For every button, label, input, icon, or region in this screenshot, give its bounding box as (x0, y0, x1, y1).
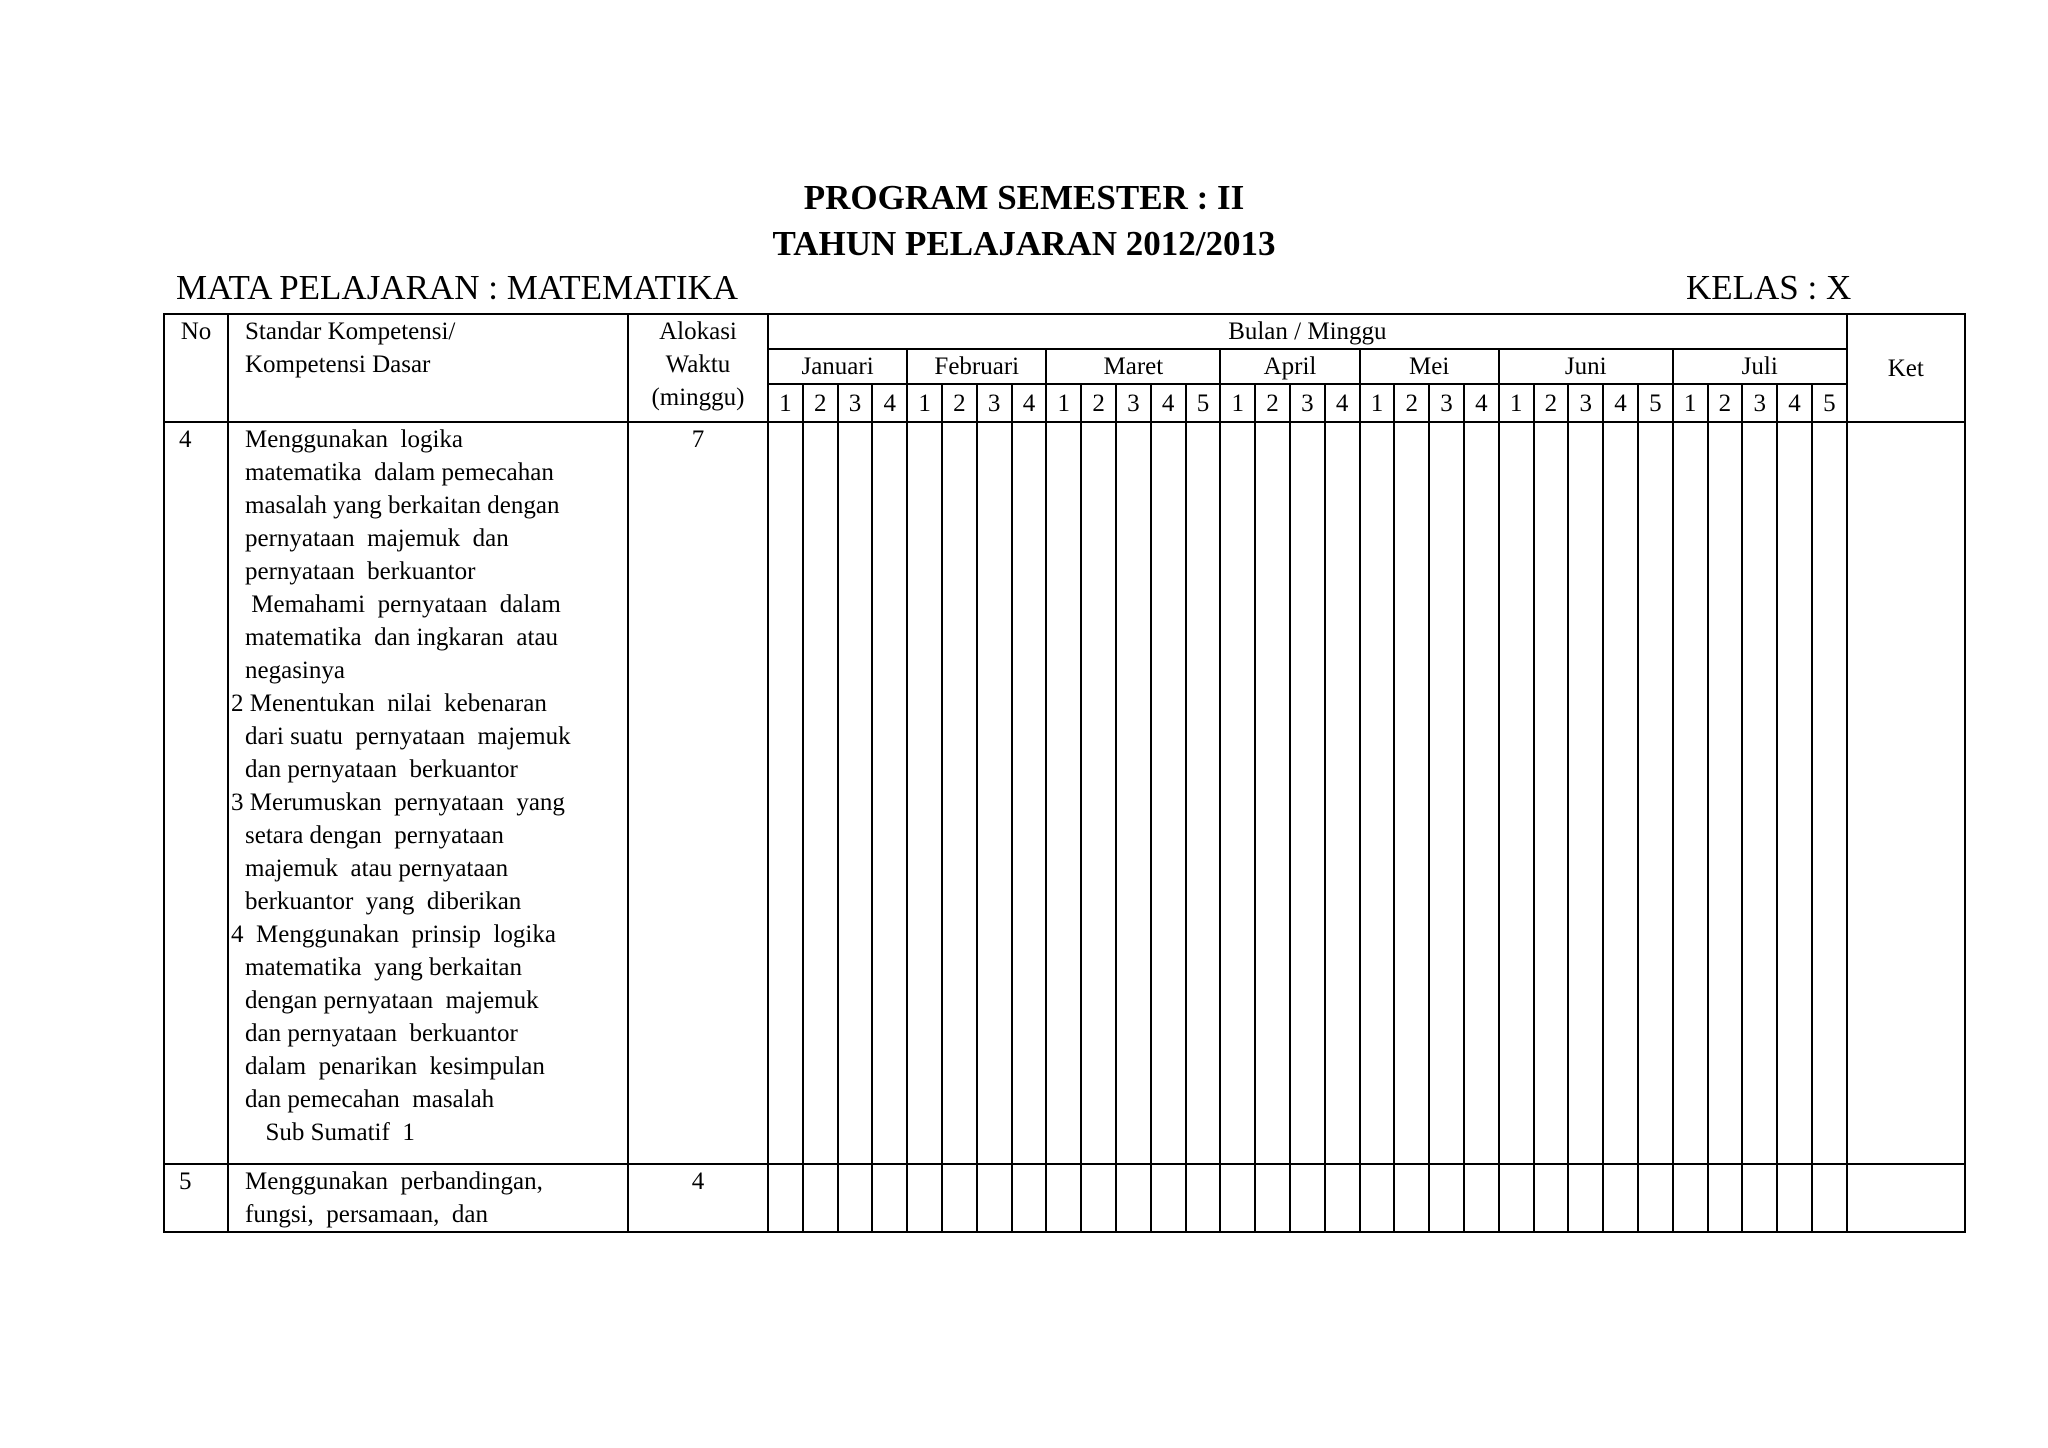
kompetensi-line: dan pernyataan berkuantor (245, 756, 518, 783)
week-cell (1360, 422, 1395, 1164)
kompetensi-line: dengan pernyataan majemuk (245, 987, 539, 1014)
week-cell (803, 422, 838, 1164)
kompetensi-line: 2 Menentukan nilai kebenaran (231, 690, 547, 717)
kompetensi-line: masalah yang berkaitan dengan (245, 492, 560, 519)
academic-year-title: TAHUN PELAJARAN 2012/2013 (772, 224, 1276, 263)
header-alokasi (628, 314, 768, 422)
semester-program-table (163, 313, 1966, 1233)
week-number: 4 (1603, 384, 1638, 422)
week-cell (1186, 1164, 1221, 1232)
week-number: 5 (1812, 384, 1847, 422)
ket-cell (1847, 1164, 1965, 1232)
kompetensi-line: pernyataan berkuantor (245, 558, 476, 585)
month-header-maret: Maret (1046, 349, 1220, 384)
week-cell (1812, 1164, 1847, 1232)
week-cell (1290, 422, 1325, 1164)
week-cell (1151, 422, 1186, 1164)
week-cell (1534, 1164, 1569, 1232)
week-cell (838, 1164, 873, 1232)
subject-label: MATA PELAJARAN : MATEMATIKA (176, 268, 739, 307)
header-alokasi-line2: Waktu (665, 351, 731, 378)
week-cell (872, 1164, 907, 1232)
week-cell (803, 1164, 838, 1232)
week-number: 4 (1777, 384, 1812, 422)
week-cell (1777, 422, 1812, 1164)
kompetensi-line: matematika dalam pemecahan (245, 459, 554, 486)
row-number: 4 (164, 422, 228, 1164)
kompetensi-line: dari suatu pernyataan majemuk (245, 723, 571, 750)
header-row-months-title (164, 314, 1965, 349)
week-number: 2 (1394, 384, 1429, 422)
kompetensi-line: setara dengan pernyataan (245, 822, 504, 849)
week-cell (1603, 422, 1638, 1164)
week-number: 1 (1499, 384, 1534, 422)
week-cell (1081, 1164, 1116, 1232)
week-cell (1081, 422, 1116, 1164)
month-header-april: April (1220, 349, 1359, 384)
week-cell (1186, 422, 1221, 1164)
row-number: 5 (164, 1164, 228, 1232)
kompetensi-line: pernyataan majemuk dan (245, 525, 509, 552)
week-cell (1708, 1164, 1743, 1232)
kompetensi-text (228, 422, 628, 1164)
week-cell (1116, 422, 1151, 1164)
week-cell (977, 1164, 1012, 1232)
week-cell (1673, 1164, 1708, 1232)
kompetensi-line: 3 Merumuskan pernyataan yang (231, 789, 565, 816)
week-cell (1151, 1164, 1186, 1232)
header-alokasi-line3: (minggu) (651, 384, 745, 411)
week-cell (1464, 1164, 1499, 1232)
week-cell (1116, 1164, 1151, 1232)
week-cell (1360, 1164, 1395, 1232)
week-cell (1742, 1164, 1777, 1232)
week-cell (1012, 1164, 1047, 1232)
week-number: 2 (803, 384, 838, 422)
week-number: 4 (1012, 384, 1047, 422)
header-no: No (164, 314, 228, 422)
week-number: 3 (1290, 384, 1325, 422)
week-cell (942, 1164, 977, 1232)
table-row (164, 422, 1965, 1164)
kompetensi-line: Menggunakan perbandingan, (245, 1168, 543, 1195)
week-number: 4 (872, 384, 907, 422)
header-kompetensi (228, 314, 628, 422)
header-kompetensi-line1: Standar Kompetensi/ (245, 318, 456, 345)
week-cell (1499, 422, 1534, 1164)
week-cell (1464, 422, 1499, 1164)
week-number: 4 (1151, 384, 1186, 422)
week-cell (1046, 1164, 1081, 1232)
month-header-mei: Mei (1360, 349, 1499, 384)
kompetensi-line: negasinya (245, 657, 345, 684)
week-number: 2 (1255, 384, 1290, 422)
week-cell (872, 422, 907, 1164)
week-cell (1742, 422, 1777, 1164)
week-number: 2 (942, 384, 977, 422)
kompetensi-line: dalam penarikan kesimpulan (245, 1053, 545, 1080)
kompetensi-line: berkuantor yang diberikan (245, 888, 522, 915)
week-number: 1 (1220, 384, 1255, 422)
month-header-juli: Juli (1673, 349, 1847, 384)
week-cell (942, 422, 977, 1164)
week-cell (838, 422, 873, 1164)
month-header-juni: Juni (1499, 349, 1673, 384)
kompetensi-text (228, 1164, 628, 1232)
week-cell (1220, 422, 1255, 1164)
week-number: 5 (1186, 384, 1221, 422)
week-cell (768, 422, 803, 1164)
kompetensi-line: majemuk atau pernyataan (245, 855, 509, 882)
week-number: 3 (838, 384, 873, 422)
week-number: 3 (1116, 384, 1151, 422)
week-cell (1812, 422, 1847, 1164)
week-cell (1708, 422, 1743, 1164)
week-cell (1325, 1164, 1360, 1232)
week-cell (1290, 1164, 1325, 1232)
week-number: 2 (1534, 384, 1569, 422)
week-cell (1220, 1164, 1255, 1232)
class-label: KELAS : X (1686, 268, 1852, 307)
kompetensi-line: Sub Sumatif 1 (253, 1119, 415, 1146)
kompetensi-line: matematika dan ingkaran atau (245, 624, 559, 651)
kompetensi-line: fungsi, persamaan, dan (245, 1201, 488, 1228)
alokasi-value: 4 (628, 1164, 768, 1232)
week-cell (1638, 1164, 1673, 1232)
week-cell (768, 1164, 803, 1232)
week-cell (1012, 422, 1047, 1164)
week-cell (1499, 1164, 1534, 1232)
week-number: 5 (1638, 384, 1673, 422)
week-cell (1673, 422, 1708, 1164)
week-number: 3 (1429, 384, 1464, 422)
kompetensi-line: dan pemecahan masalah (245, 1086, 495, 1113)
header-kompetensi-line2: Kompetensi Dasar (245, 351, 431, 378)
week-cell (977, 422, 1012, 1164)
week-number: 1 (907, 384, 942, 422)
table-row (164, 1164, 1965, 1232)
month-header-februari: Februari (907, 349, 1046, 384)
week-number: 3 (977, 384, 1012, 422)
week-number: 2 (1708, 384, 1743, 422)
week-number: 4 (1464, 384, 1499, 422)
week-cell (1046, 422, 1081, 1164)
alokasi-value: 7 (628, 422, 768, 1164)
week-cell (1325, 422, 1360, 1164)
week-number: 3 (1568, 384, 1603, 422)
week-cell (1429, 422, 1464, 1164)
kompetensi-line: Menggunakan logika (245, 426, 464, 453)
week-number: 2 (1081, 384, 1116, 422)
kompetensi-line: Memahami pernyataan dalam (245, 591, 561, 618)
week-number: 1 (1673, 384, 1708, 422)
week-number: 4 (1325, 384, 1360, 422)
kompetensi-line: dan pernyataan berkuantor (245, 1020, 518, 1047)
week-cell (1568, 1164, 1603, 1232)
week-cell (1255, 422, 1290, 1164)
ket-cell (1847, 422, 1965, 1164)
week-cell (1638, 422, 1673, 1164)
kompetensi-line: matematika yang berkaitan (245, 954, 522, 981)
header-alokasi-line1: Alokasi (659, 318, 737, 345)
week-number: 1 (1046, 384, 1081, 422)
header-bulan-minggu: Bulan / Minggu (768, 314, 1847, 349)
week-cell (907, 1164, 942, 1232)
week-cell (1255, 1164, 1290, 1232)
header-ket: Ket (1847, 314, 1965, 422)
week-number: 3 (1742, 384, 1777, 422)
week-cell (1603, 1164, 1638, 1232)
week-cell (1394, 1164, 1429, 1232)
month-header-januari: Januari (768, 349, 907, 384)
week-cell (907, 422, 942, 1164)
week-cell (1568, 422, 1603, 1164)
week-cell (1429, 1164, 1464, 1232)
week-cell (1394, 422, 1429, 1164)
kompetensi-line: 4 Menggunakan prinsip logika (231, 921, 556, 948)
week-cell (1777, 1164, 1812, 1232)
week-number: 1 (768, 384, 803, 422)
week-cell (1534, 422, 1569, 1164)
week-number: 1 (1360, 384, 1395, 422)
document-title: PROGRAM SEMESTER : II (803, 178, 1245, 217)
